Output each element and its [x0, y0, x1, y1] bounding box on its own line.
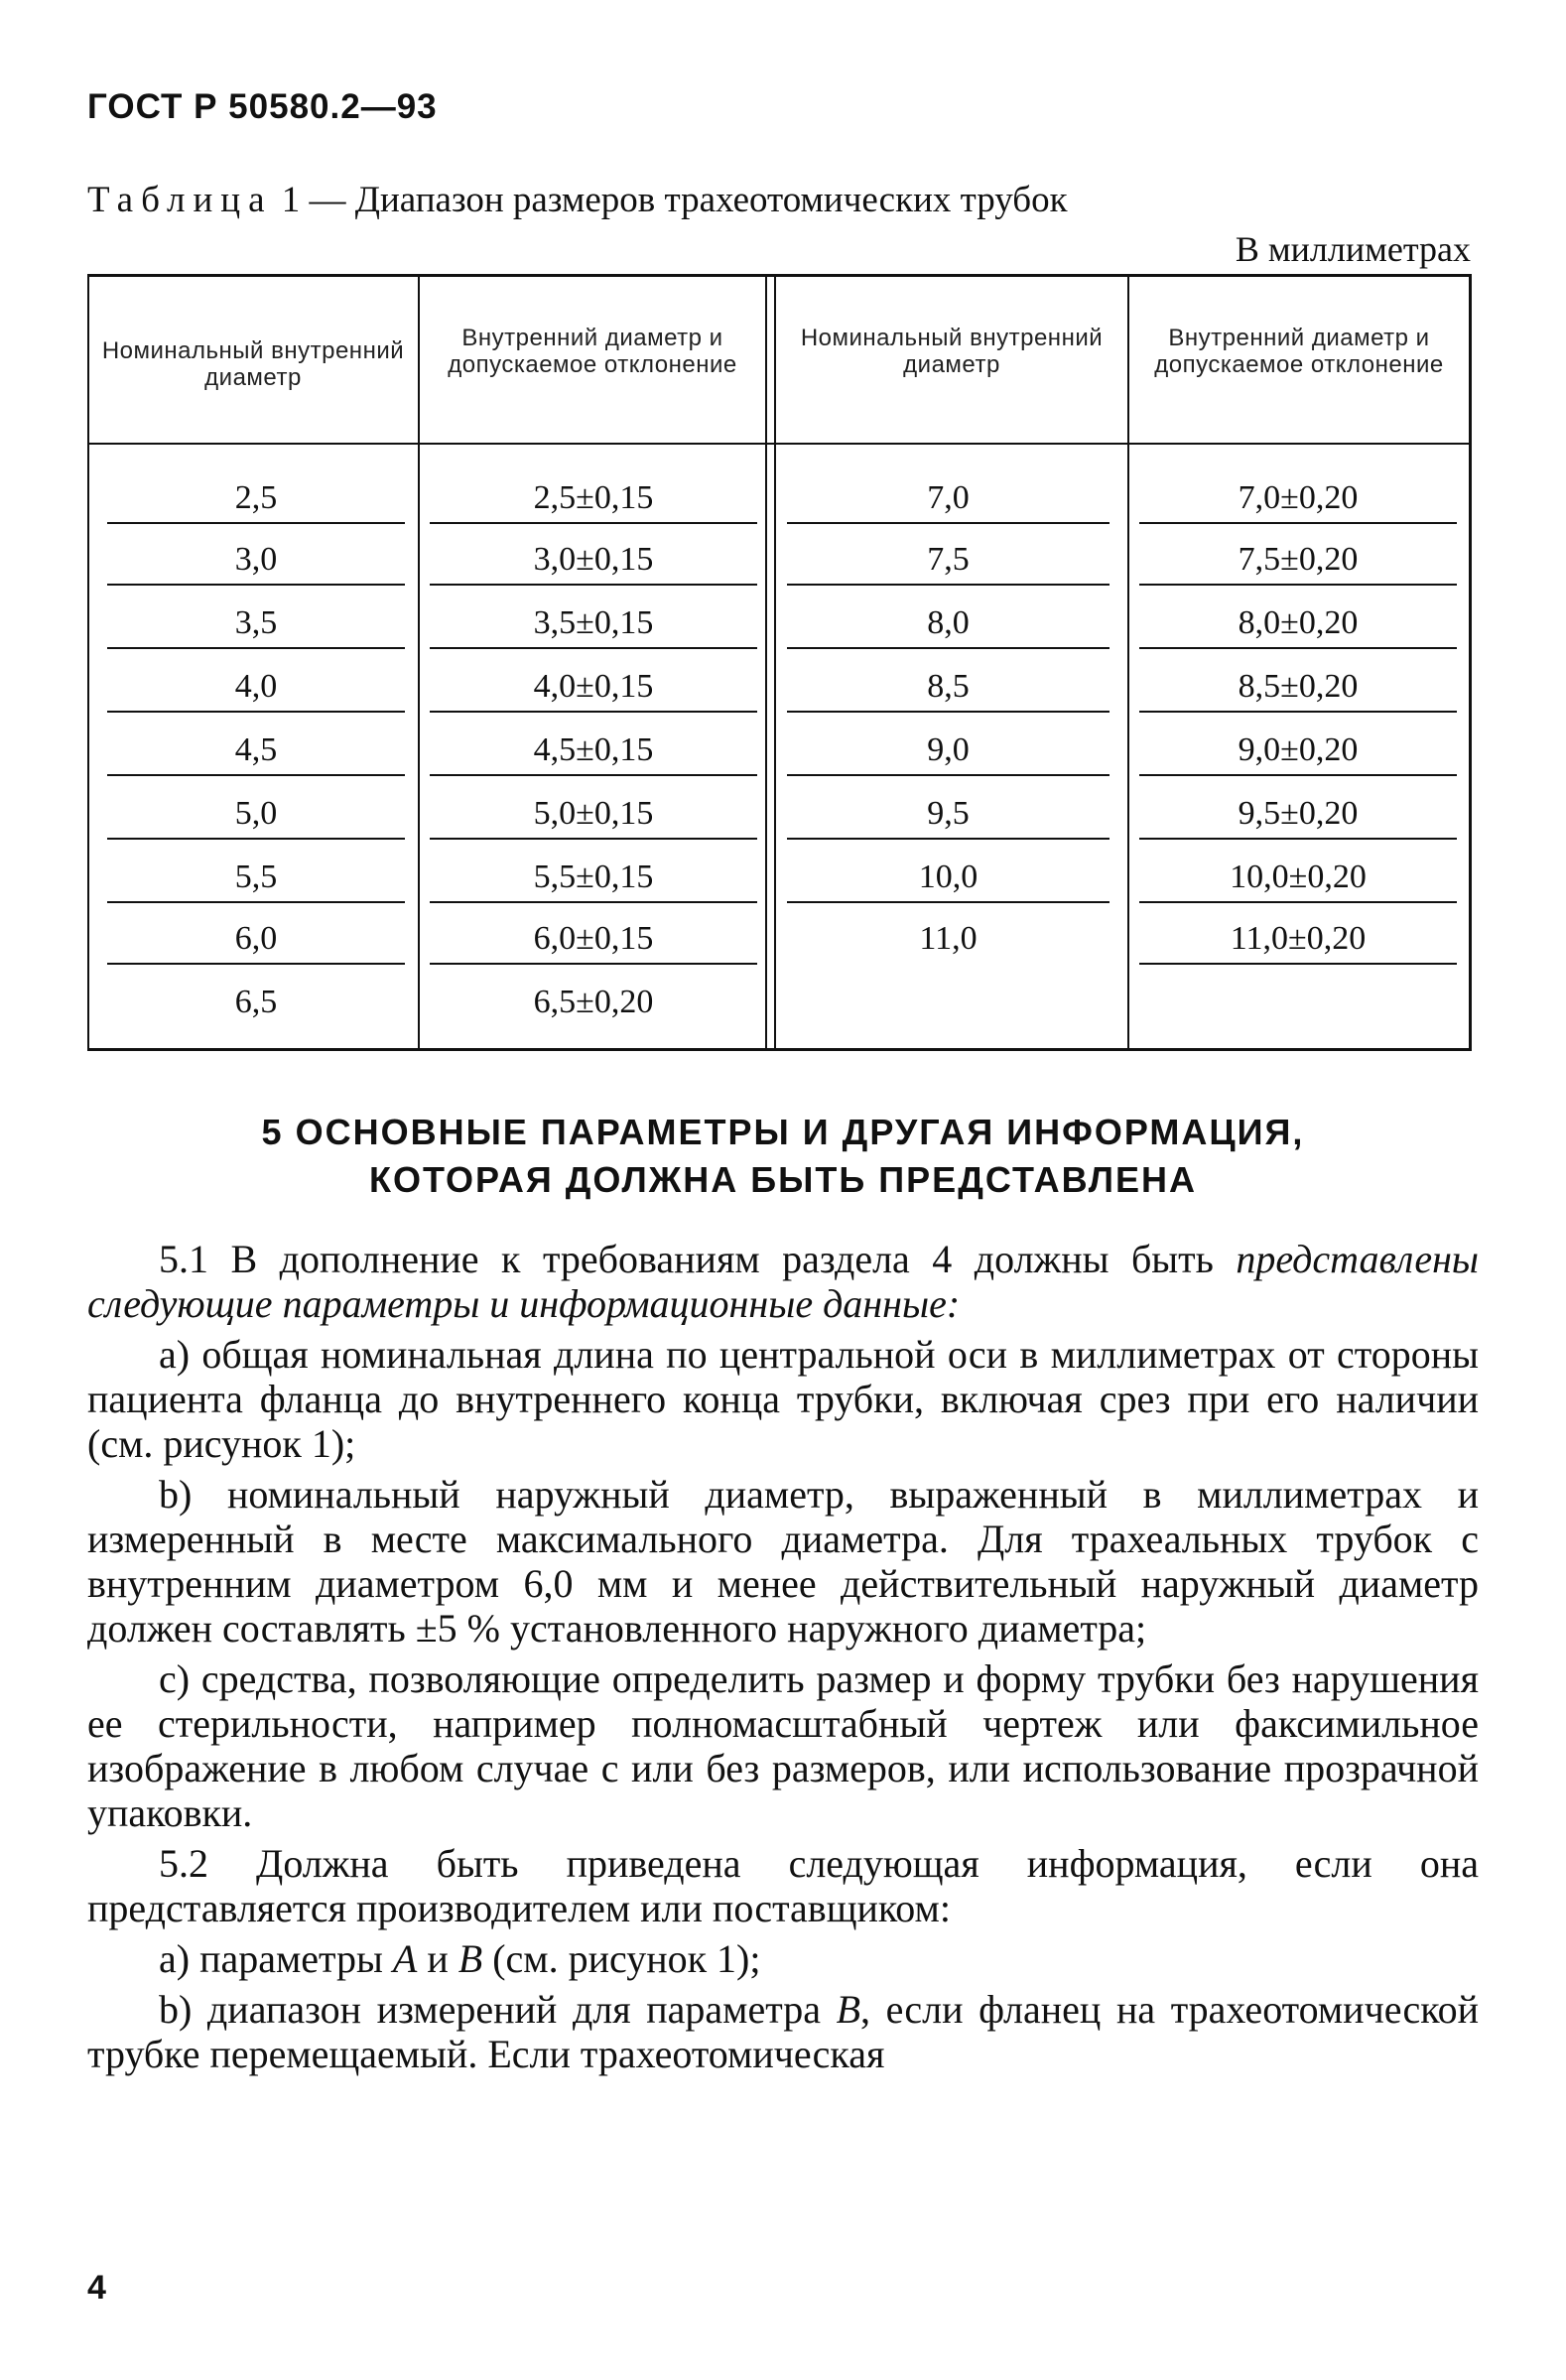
- row-rule: [787, 901, 1109, 903]
- paragraph-5-1-intro: 5.1 В дополнение к требованиям раздела 4 должны быть: [159, 1237, 1214, 1281]
- paragraph-5-1-a: а) общая номинальная длина по центральной оси в миллиметрах от стороны пациента фланца до внутреннего конца трубки, включая срез при его наличии (см. рисунок 1);: [87, 1332, 1479, 1466]
- table-col-sep-2a: [765, 274, 767, 1051]
- sizes-table: [87, 274, 1471, 1051]
- table-cell: 2,5±0,15: [533, 479, 654, 516]
- table-header-col4: Внутренний диаметр и допускаемое отклонение: [1154, 325, 1444, 378]
- table-cell: 6,0: [234, 920, 278, 957]
- table-cell: 10,0±0,20: [1230, 859, 1367, 895]
- body-text: [87, 1237, 1479, 2082]
- table-cell: 6,5±0,20: [533, 984, 654, 1020]
- table-caption-word: Таблица: [87, 180, 273, 220]
- row-rule: [430, 901, 757, 903]
- row-rule: [787, 522, 1109, 524]
- table-cell: 11,0: [919, 920, 978, 957]
- row-rule: [1139, 647, 1457, 649]
- table-col-sep-1: [418, 274, 420, 1051]
- row-rule: [430, 584, 757, 586]
- text-span: , если фланец на трахеотомической трубке перемещаемый. Если трахеотомическая: [87, 1987, 1480, 2076]
- table-cell: 5,5: [234, 859, 278, 895]
- row-rule: [787, 838, 1109, 840]
- table-right-rule: [1469, 274, 1472, 1051]
- row-rule: [1139, 838, 1457, 840]
- table-top-rule: [87, 274, 1471, 277]
- row-rule: [107, 901, 405, 903]
- paragraph-5-2-b: [87, 1987, 1479, 2076]
- paragraph-5-2: 5.2 Должна быть приведена следующая информация, если она представляется производителем или поставщиком:: [87, 1841, 1479, 1930]
- text-span: b) диапазон измерений для параметра: [159, 1987, 837, 2032]
- row-rule: [430, 963, 757, 965]
- table-cell: 4,0±0,15: [533, 668, 654, 705]
- row-rule: [430, 647, 757, 649]
- table-header-col3: Номинальный внутренний диаметр: [800, 325, 1104, 378]
- row-rule: [1139, 901, 1457, 903]
- table-col-sep-3: [1127, 274, 1129, 1051]
- table-left-rule: [87, 274, 89, 1051]
- row-rule: [107, 584, 405, 586]
- table-caption-text: 1 — Диапазон размеров трахеотомических трубок: [281, 180, 1068, 220]
- section-title: [0, 1109, 1566, 1204]
- table-cell: 9,5: [927, 795, 970, 832]
- table-header-col2: Внутренний диаметр и допускаемое отклонение: [448, 325, 737, 378]
- row-rule: [1139, 963, 1457, 965]
- table-col-sep-2b: [774, 274, 776, 1051]
- text-span: а) параметры: [159, 1936, 393, 1981]
- row-rule: [107, 963, 405, 965]
- row-rule: [430, 774, 757, 776]
- table-cell: 9,0: [927, 731, 970, 768]
- table-cell: 8,5: [927, 668, 970, 705]
- paragraph-5-1: [87, 1237, 1479, 1326]
- table-cell: 6,0±0,15: [533, 920, 654, 957]
- param-b: B: [836, 1987, 861, 2032]
- table-cell: 3,5±0,15: [533, 604, 654, 641]
- row-rule: [787, 774, 1109, 776]
- row-rule: [787, 584, 1109, 586]
- table-cell: 3,0±0,15: [533, 541, 654, 578]
- row-rule: [1139, 774, 1457, 776]
- row-rule: [107, 647, 405, 649]
- row-rule: [430, 711, 757, 713]
- table-cell: 11,0±0,20: [1230, 920, 1367, 957]
- table-cell: 5,0±0,15: [533, 795, 654, 832]
- table-cell: 7,5±0,20: [1238, 541, 1359, 578]
- page-number: 4: [87, 2269, 106, 2307]
- text-span: (см. рисунок 1);: [482, 1936, 761, 1981]
- table-header-col1: Номинальный внутренний диаметр: [101, 337, 405, 391]
- table-cell: 7,0: [927, 479, 970, 516]
- row-rule: [430, 522, 757, 524]
- row-rule: [107, 711, 405, 713]
- table-bottom-rule: [87, 1048, 1471, 1051]
- table-cell: 5,0: [234, 795, 278, 832]
- table-cell: 8,5±0,20: [1238, 668, 1359, 705]
- document-code: ГОСТ Р 50580.2—93: [87, 87, 438, 126]
- text-span: и: [417, 1936, 458, 1981]
- table-cell: 2,5: [234, 479, 278, 516]
- paragraph-5-2-a: [87, 1936, 1479, 1981]
- row-rule: [107, 522, 405, 524]
- table-cell: 3,0: [234, 541, 278, 578]
- table-caption: [87, 179, 1068, 221]
- table-cell: 6,5: [234, 984, 278, 1020]
- table-cell: [1139, 983, 1457, 1022]
- table-cell: 8,0: [927, 604, 970, 641]
- table-cell: 7,5: [927, 541, 970, 578]
- paragraph-5-1-c: с) средства, позволяющие определить размер и форму трубки без нарушения ее стерильности, например полномасштабный чертеж или факсимильное изображение в любом случае с или без размеров, или использование прозрачной упаковки.: [87, 1656, 1479, 1835]
- row-rule: [1139, 711, 1457, 713]
- row-rule: [107, 774, 405, 776]
- table-cell: 5,5±0,15: [533, 859, 654, 895]
- table-cell: 10,0: [918, 859, 979, 895]
- param-b: B: [457, 1936, 483, 1981]
- paragraph-5-1-b: b) номинальный наружный диаметр, выраженный в миллиметрах и измеренный в месте максимального диаметра. Для трахеальных трубок с внутренним диаметром 6,0 мм и менее действительный наружный диаметр должен составлять ±5 % установленного наружного диаметра;: [87, 1472, 1479, 1651]
- paragraph-5-1-italic: представлены следующие параметры и информационные данные:: [87, 1237, 1480, 1326]
- section-title-line2: КОТОРАЯ ДОЛЖНА БЫТЬ ПРЕДСТАВЛЕНА: [368, 1159, 1198, 1200]
- section-title-line1: 5 ОСНОВНЫЕ ПАРАМЕТРЫ И ДРУГАЯ ИНФОРМАЦИЯ,: [261, 1112, 1305, 1152]
- table-cell: 7,0±0,20: [1238, 479, 1359, 516]
- table-header-rule: [87, 443, 1471, 445]
- table-cell: 4,5±0,15: [533, 731, 654, 768]
- row-rule: [787, 711, 1109, 713]
- row-rule: [1139, 522, 1457, 524]
- table-units: В миллиметрах: [1235, 229, 1471, 269]
- row-rule: [107, 838, 405, 840]
- table-cell: 4,5: [234, 731, 278, 768]
- table-cell: 3,5: [234, 604, 278, 641]
- row-rule: [1139, 584, 1457, 586]
- table-cell: 9,0±0,20: [1238, 731, 1359, 768]
- row-rule: [787, 647, 1109, 649]
- table-cell: 8,0±0,20: [1238, 604, 1359, 641]
- table-cell: 4,0: [234, 668, 278, 705]
- table-cell: 9,5±0,20: [1238, 795, 1359, 832]
- param-a: A: [392, 1936, 418, 1981]
- table-cell: [787, 983, 1109, 1022]
- row-rule: [430, 838, 757, 840]
